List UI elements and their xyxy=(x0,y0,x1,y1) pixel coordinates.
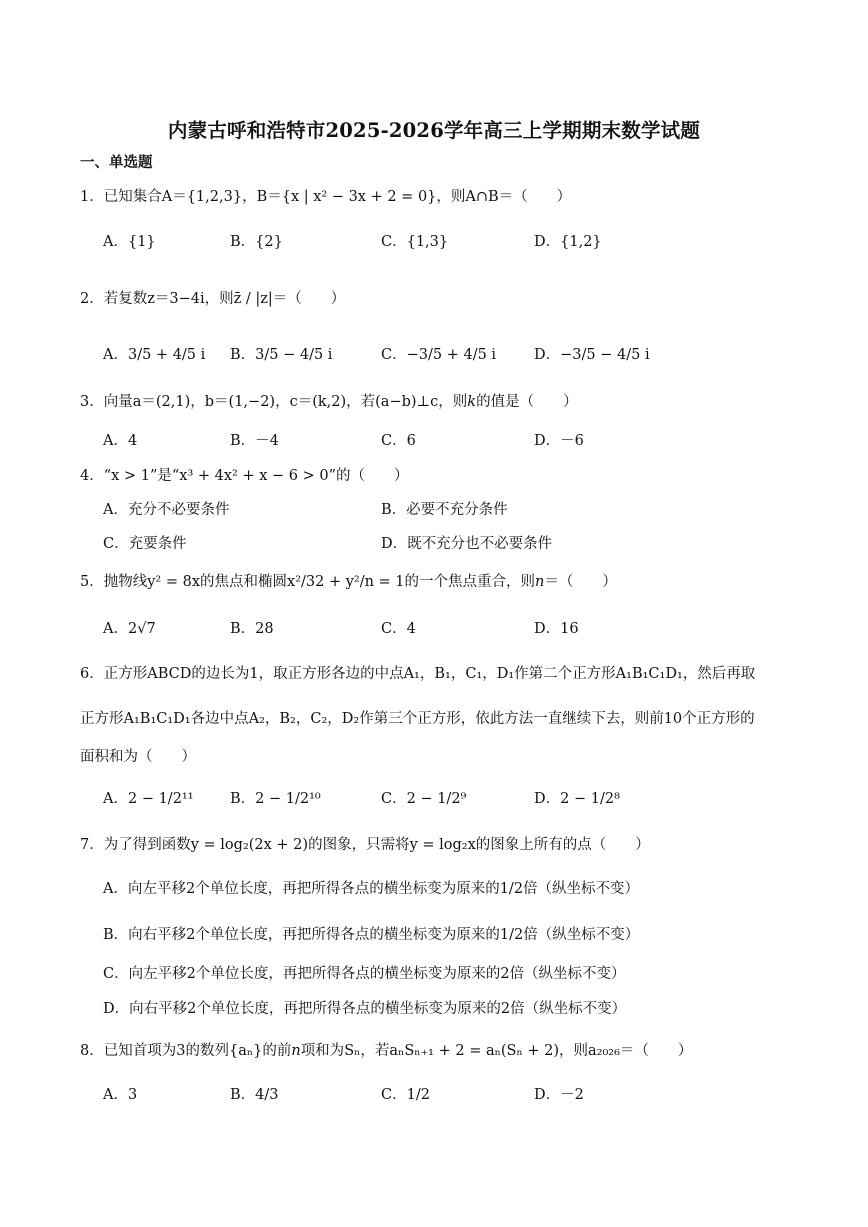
q2-option-c: C．−3/5 + 4/5 i xyxy=(381,347,497,363)
q4-option-a: A．充分不必要条件 xyxy=(103,502,230,518)
q5-option-a: A．2√7 xyxy=(103,621,156,637)
q8-option-b: B．4/3 xyxy=(230,1087,279,1103)
q7-option-b: B．向右平移2个单位长度，再把所得各点的横坐标变为原来的1/2倍（纵坐标不变） xyxy=(103,927,640,943)
question-1: 1．已知集合A＝{1,2,3}，B＝{x | x² − 3x + 2 = 0}，则A∩B＝（ ） xyxy=(80,189,572,205)
q3-option-d: D．－6 xyxy=(534,433,584,449)
question-6-line-2: 正方形A₁B₁C₁D₁各边中点A₂，B₂，C₂，D₂作第三个正方形，依此方法一直继续下去，则前10个正方形的 xyxy=(80,711,755,727)
q1-option-a: A．{1} xyxy=(103,234,156,250)
q5-option-c: C．4 xyxy=(381,621,416,637)
q1-option-d: D．{1,2} xyxy=(534,234,602,250)
question-5: 5．抛物线y² = 8x的焦点和椭圆x²/32 + y²/n = 1的一个焦点重合，则n＝（ ） xyxy=(80,574,617,590)
question-8: 8．已知首项为3的数列{aₙ}的前n项和为Sₙ，若aₙSₙ₊₁ + 2 = aₙ(Sₙ + 2)，则a₂₀₂₆＝（ ） xyxy=(80,1043,693,1059)
q2-option-b: B．3/5 − 4/5 i xyxy=(230,347,333,363)
q7-option-c: C．向左平移2个单位长度，再把所得各点的横坐标变为原来的2倍（纵坐标不变） xyxy=(103,966,626,982)
q8-option-c: C．1/2 xyxy=(381,1087,430,1103)
q1-option-c: C．{1,3} xyxy=(381,234,449,250)
q6-option-d: D．2 − 1/2⁸ xyxy=(534,791,620,807)
question-4: 4．“x > 1”是“x³ + 4x² + x − 6 > 0”的（ ） xyxy=(80,468,409,484)
question-6-line-3: 面积和为（ ） xyxy=(80,749,196,765)
q4-option-d: D．既不充分也不必要条件 xyxy=(381,536,553,552)
q4-option-c: C．充要条件 xyxy=(103,536,187,552)
q6-option-c: C．2 − 1/2⁹ xyxy=(381,791,467,807)
q1-option-b: B．{2} xyxy=(230,234,283,250)
q8-option-a: A．3 xyxy=(103,1087,138,1103)
question-7: 7．为了得到函数y = log₂(2x + 2)的图象，只需将y = log₂x的图象上所有的点（ ） xyxy=(80,837,650,853)
section-heading: 一、单选题 xyxy=(80,154,153,171)
question-3: 3．向量a＝(2,1)，b＝(1,−2)，c＝(k,2)，若(a−b)⊥c，则k的值是（ ） xyxy=(80,394,578,410)
page-title: 内蒙古呼和浩特市2025-2026学年高三上学期期末数学试题 xyxy=(167,119,701,142)
q6-option-b: B．2 − 1/2¹⁰ xyxy=(230,791,321,807)
q2-option-d: D．−3/5 − 4/5 i xyxy=(534,347,650,363)
q3-option-a: A．4 xyxy=(103,433,138,449)
q2-option-a: A．3/5 + 4/5 i xyxy=(103,347,206,363)
q6-option-a: A．2 − 1/2¹¹ xyxy=(103,791,194,807)
q5-option-d: D．16 xyxy=(534,621,579,637)
q8-option-d: D．－2 xyxy=(534,1087,584,1103)
q4-option-b: B．必要不充分条件 xyxy=(381,502,508,518)
question-2: 2．若复数z＝3−4i，则z̄ / |z|＝（ ） xyxy=(80,291,346,307)
q3-option-b: B．－4 xyxy=(230,433,279,449)
question-6-line-1: 6．正方形ABCD的边长为1，取正方形各边的中点A₁，B₁，C₁，D₁作第二个正方形A₁B₁C₁D₁，然后再取 xyxy=(80,666,756,682)
q7-option-a: A．向左平移2个单位长度，再把所得各点的横坐标变为原来的1/2倍（纵坐标不变） xyxy=(103,881,640,897)
q7-option-d: D．向右平移2个单位长度，再把所得各点的横坐标变为原来的2倍（纵坐标不变） xyxy=(103,1001,627,1017)
q5-option-b: B．28 xyxy=(230,621,274,637)
q3-option-c: C．6 xyxy=(381,433,416,449)
